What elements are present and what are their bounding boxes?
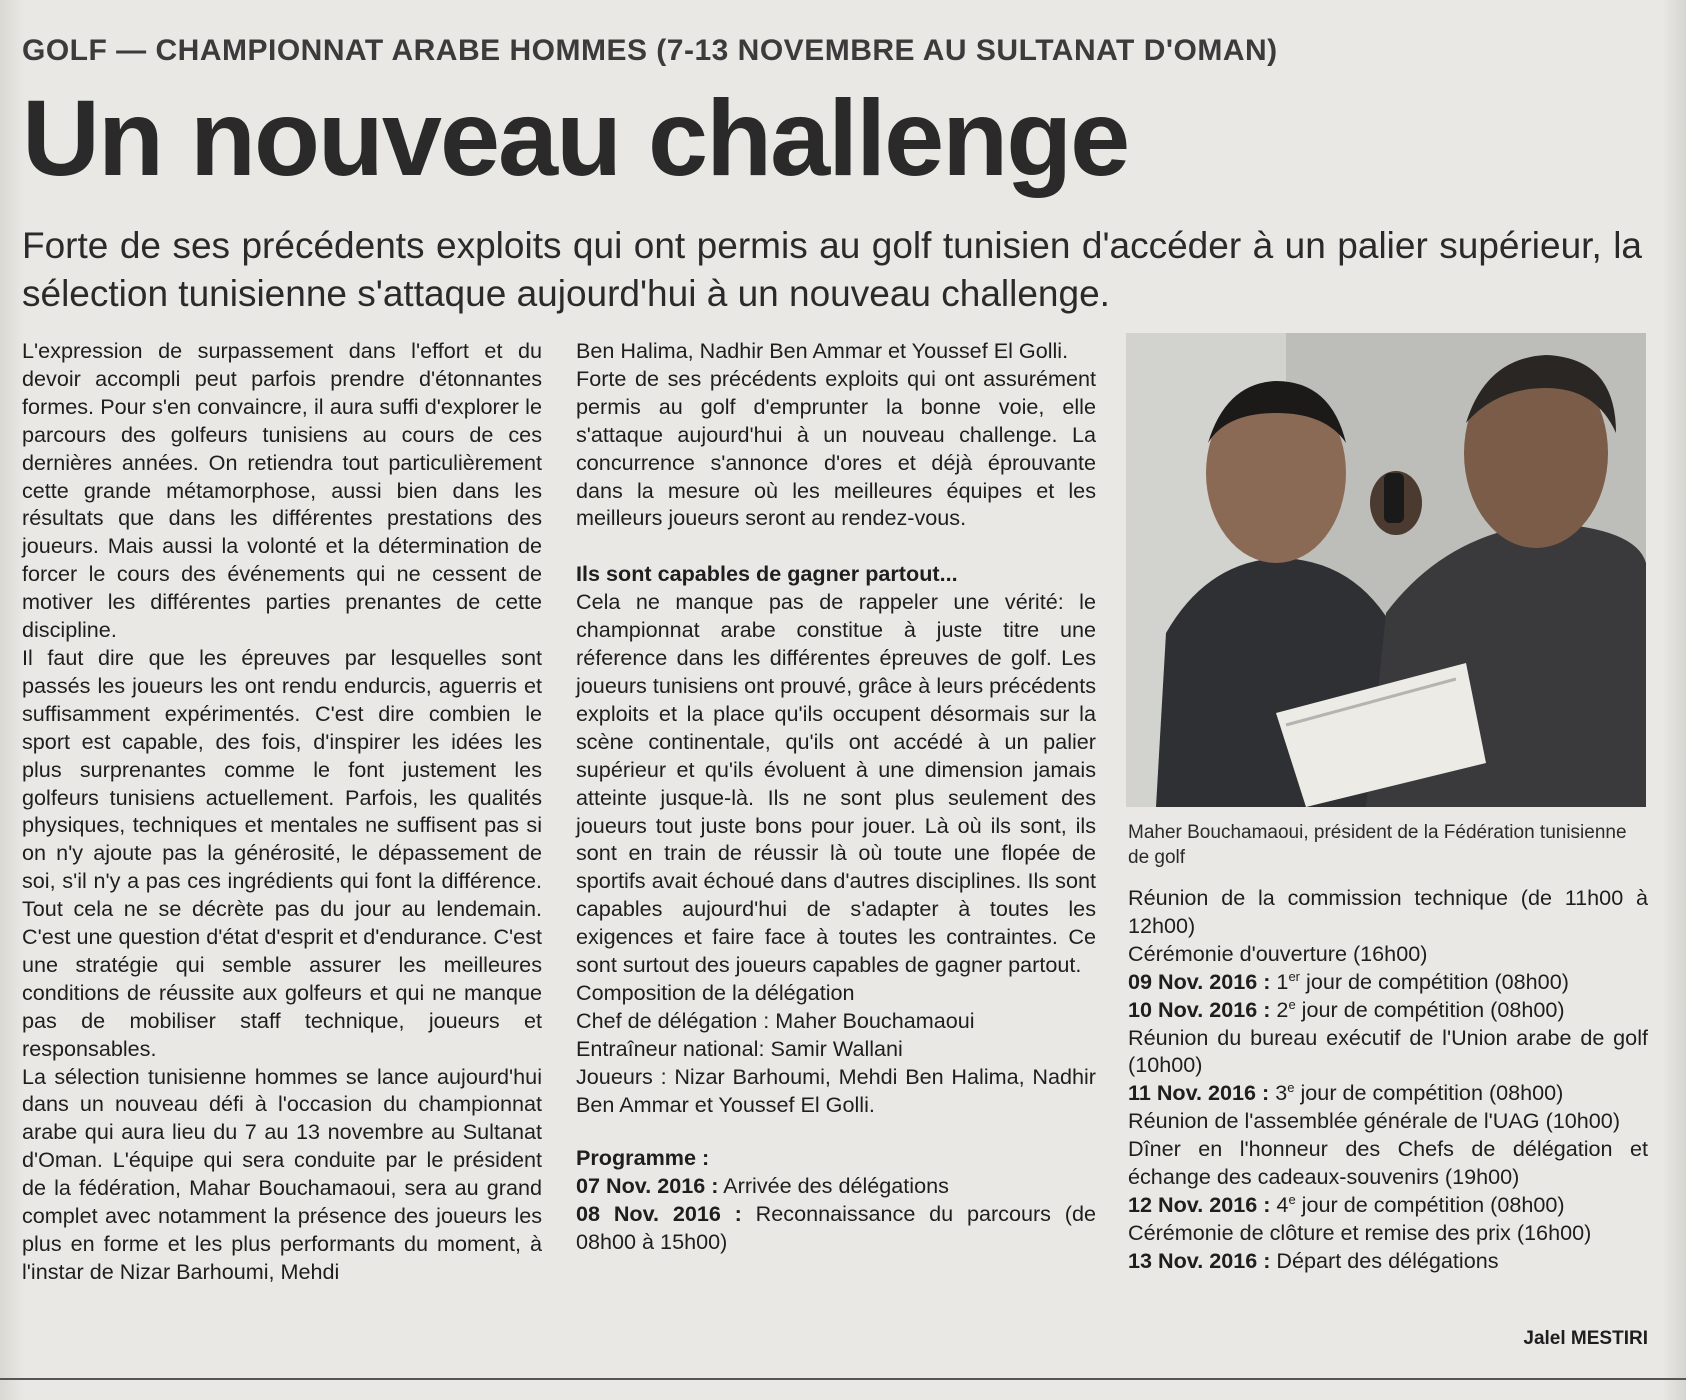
- programme-item: Dîner en l'honneur des Chefs de délégation et échange des cadeaux-souvenirs (19h00): [1128, 1136, 1648, 1190]
- programme-item: Réunion de l'assemblée générale de l'UAG (10h00): [1128, 1108, 1621, 1134]
- delegation-title: Composition de la délégation: [576, 979, 855, 1005]
- programme-item: Cérémonie d'ouverture (16h00): [1128, 940, 1428, 966]
- page-edge-left: [0, 0, 24, 1400]
- article-column-2: [576, 337, 1096, 1256]
- article-photo: [1126, 333, 1646, 807]
- paragraph: La sélection tunisienne hommes se lance aujourd'hui dans un nouveau défi à l'occasion du championnat arabe qui aura lieu du 7 au 13 novembre au Sultanat d'Oman. L'équipe qui sera conduite par le président de la fédération, Mahar Bouchamaoui, sera au grand complet avec notamment la présence des joueurs les plus en forme et les plus performants du moment, à l'instar de Nizar Barhoumi, Mehdi: [22, 1063, 542, 1284]
- article-column-1: [22, 337, 542, 1286]
- paragraph: L'expression de surpassement dans l'effort et du devoir accompli peut parfois prendre d'étonnantes formes. Pour s'en convaincre, il aura suffi d'explorer le parcours des golfeurs tunisiens au cours de ces dernières années. On retiendra tout particulièrement cette grande métamorphose, aussi bien dans les résultats que dans les différentes prestations des joueurs. Mais aussi la volonté et la détermination de forcer le cours des événements qui ne cessent de motiver les différentes parties prenantes de cette discipline.: [22, 338, 542, 643]
- programme-date: 07 Nov. 2016 :: [576, 1173, 719, 1199]
- article-kicker: GOLF — CHAMPIONNAT ARABE HOMMES (7-13 NOVEMBRE AU SULTANAT D'OMAN): [22, 34, 1278, 67]
- programme-item: 11 Nov. 2016 : 3e jour de compétition (08h00): [1128, 1080, 1564, 1106]
- programme-item: Réunion du bureau exécutif de l'Union arabe de golf (10h00): [1128, 1024, 1648, 1078]
- article-column-3: [1128, 884, 1648, 1275]
- programme-item: 10 Nov. 2016 : 2e jour de compétition (08h00): [1128, 996, 1565, 1022]
- programme-date: 09 Nov. 2016 :: [1128, 968, 1271, 994]
- photo-caption: Maher Bouchamaoui, président de la Fédération tunisienne de golf: [1128, 822, 1627, 868]
- programme-date: 10 Nov. 2016 :: [1128, 996, 1271, 1022]
- programme-date: 13 Nov. 2016 :: [1128, 1247, 1271, 1273]
- article-lead: Forte de ses précédents exploits qui ont permis au golf tunisien d'accéder à un palier supérieur, la sélection tunisienne s'attaque aujourd'hui à un nouveau challenge.: [22, 225, 1642, 314]
- programme-date: 11 Nov. 2016 :: [1128, 1080, 1270, 1106]
- article-headline: Un nouveau challenge: [22, 77, 1129, 198]
- programme-title: Programme :: [576, 1145, 710, 1171]
- paragraph: Ben Halima, Nadhir Ben Ammar et Youssef El Golli.: [576, 338, 1069, 363]
- programme-date: 12 Nov. 2016 :: [1128, 1191, 1271, 1217]
- programme-item: 09 Nov. 2016 : 1er jour de compétition (08h00): [1128, 968, 1569, 994]
- programme-item: 12 Nov. 2016 : 4e jour de compétition (08h00): [1128, 1191, 1565, 1217]
- programme-item: Cérémonie de clôture et remise des prix (16h00): [1128, 1219, 1592, 1245]
- paragraph: Il faut dire que les épreuves par lesquelles sont passés les joueurs les ont rendu endurcis, aguerris et suffisamment expérimentés. C'est dire combien le sport est capable, des fois, d'inspirer les idées les plus surprenantes comme le font justement les golfeurs tunisiens actuellement. Parfois, les qualités physiques, techniques et mentales ne suffisent pas si on n'y ajoute pas la générosité, le dépassement de soi, s'il n'y a pas ces ingrédients qui font la différence. Tout cela ne se décrète pas du jour au lendemain. C'est une question d'état d'esprit et d'endurance. C'est une stratégie qui semble assurer les meilleures conditions de réussite aux golfeurs et qui ne manque pas de mobiliser staff technique, joueurs et responsables.: [22, 644, 542, 1061]
- delegation-players: Joueurs : Nizar Barhoumi, Mehdi Ben Halima, Nadhir Ben Ammar et Youssef El Golli.: [576, 1063, 1096, 1117]
- delegation-chef: Chef de délégation : Maher Bouchamaoui: [576, 1007, 975, 1033]
- programme-item: [576, 1200, 1096, 1256]
- page-edge-right: [1662, 0, 1686, 1400]
- programme-item: 13 Nov. 2016 : Départ des délégations: [1128, 1247, 1499, 1273]
- programme-text: Arrivée des délégations: [718, 1173, 949, 1199]
- author-byline: Jalel MESTIRI: [1523, 1328, 1648, 1349]
- paragraph: Forte de ses précédents exploits qui ont assurément permis au golf d'emprunter la bonne voie, elle s'attaque aujourd'hui à un nouveau challenge. La concurrence s'annonce d'ores et déjà éprouvante dans la mesure où les meilleures équipes et les meilleurs joueurs seront au rendez-vous.: [576, 365, 1096, 531]
- programme-item: Réunion de la commission technique (de 11h00 à 12h00): [1128, 885, 1648, 938]
- paragraph: Cela ne manque pas de rappeler une vérité: le championnat arabe constitue à juste titre une réference dans les différentes épreuves de golf. Les joueurs tunisiens ont prouvé, grâce à leurs précédents exploits et la place qu'ils occupent désormais sur la scène continentale, qu'ils ont accédé à un palier supérieur et qu'ils évoluent à une dimension jamais atteinte jusque-là. Ils ne sont plus seulement des joueurs tout juste bons pour jouer. Là où ils sont, ils sont en train de réussir là où toute une flopée de sportifs avait échoué dans d'autres disciplines. Ils sont capables aujourd'hui de s'adapter à toutes les exigences et faire face à toutes les contraintes. Ce sont surtout des joueurs capables de gagner partout.: [576, 589, 1096, 978]
- bottom-rule: [0, 1378, 1686, 1380]
- programme-date: 08 Nov. 2016 :: [576, 1201, 742, 1227]
- section-subheading: Ils sont capables de gagner partout...: [576, 561, 958, 587]
- programme-text: Reconnaissance du parcours (de 08h00 à 15h00): [576, 1201, 1097, 1255]
- delegation-coach: Entraîneur national: Samir Wallani: [576, 1035, 903, 1061]
- programme-item: [576, 1172, 1096, 1200]
- photo-illustration: [1126, 333, 1646, 807]
